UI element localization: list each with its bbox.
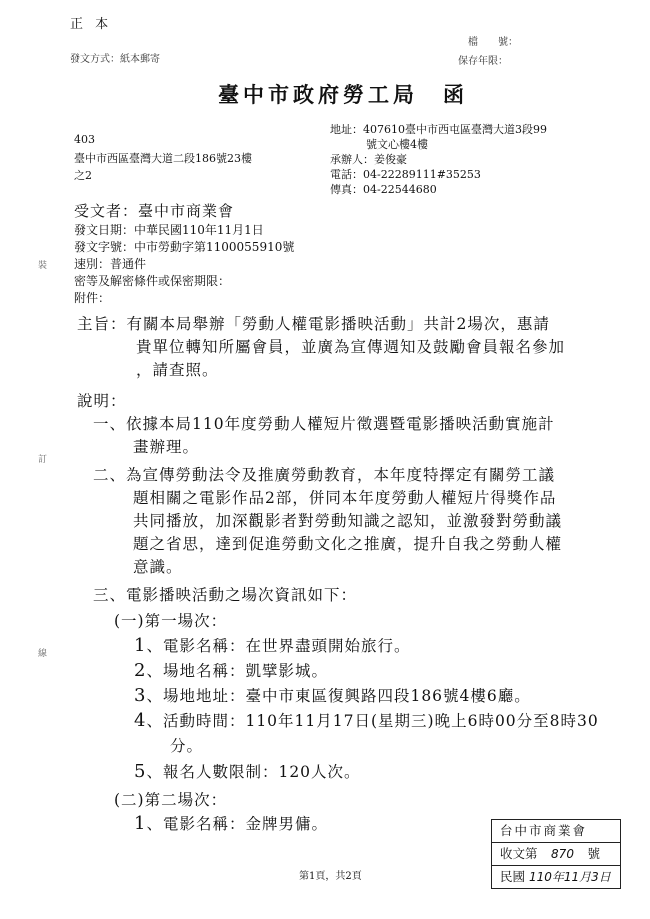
session2-item1 (134, 812, 328, 834)
secrecy-level: 密等及解密條件或保密期限： (74, 274, 231, 288)
session1-heading: (一)第一場次： (114, 612, 228, 630)
item2-line4: 題之省思，達到促進勞動文化之推廣，提升自我之勞動人權 (133, 535, 563, 553)
list-text: 、電影名稱：在世界盡頭開始旅行。 (146, 637, 411, 655)
recipient-address-line1: 臺中市西區臺灣大道二段186號23樓 (74, 152, 252, 165)
session2-heading: (二)第二場次： (114, 791, 228, 809)
list-number: 1 (134, 813, 147, 834)
item2-line3: 共同播放，加深觀影者對勞動知識之認知，並激發對勞動議 (133, 512, 563, 530)
document-number: 發文字號：中市勞動字第1100055910號 (74, 240, 295, 254)
subject-line3: ，請查照。 (136, 361, 219, 379)
session1-item2 (134, 659, 328, 681)
session1-item4 (134, 709, 599, 731)
sender-phone: 電話：04-22289111#35253 (330, 168, 481, 181)
issue-date: 發文日期：中華民國110年11月1日 (74, 223, 264, 237)
stamp-date-row (492, 866, 620, 888)
explanation-label: 說明： (77, 392, 127, 410)
list-number: 5 (134, 761, 147, 782)
stamp-org: 台中市商業會 (492, 820, 620, 843)
item3-line1: 三、電影播映活動之場次資訊如下： (93, 586, 358, 604)
list-number: 1 (134, 635, 147, 656)
list-text: 、場地地址：臺中市東區復興路四段186號4樓6廳。 (146, 687, 531, 705)
item2-line1: 二、為宣傳勞動法令及推廣勞動教育，本年度特擇定有關勞工議 (93, 466, 556, 484)
margin-mark-staple: 訂 (38, 455, 48, 465)
margin-mark-bind: 裝 (38, 261, 48, 271)
item2-line5: 意識。 (133, 558, 183, 576)
subject-line1: 主旨：有關本局舉辦「勞動人權電影播映活動」共計2場次，惠請 (77, 315, 550, 333)
list-number: 2 (134, 660, 147, 681)
stamp-date-prefix: 民國 (500, 869, 526, 884)
item2-line2: 題相關之電影作品2部，併同本年度勞動人權短片得獎作品 (133, 489, 557, 507)
stamp-receipt-row (492, 843, 620, 866)
attachment-label: 附件： (74, 291, 111, 305)
list-text: 、活動時間：110年11月17日(星期三)晚上6時00分至8時30 (146, 712, 599, 730)
list-text: 、場地名稱：凱擘影城。 (146, 662, 328, 680)
list-number: 3 (134, 685, 147, 706)
stamp-receipt-prefix: 收文第 (500, 846, 538, 861)
sender-contact: 承辦人：姜俊豪 (330, 153, 407, 166)
document-title: 臺中市政府勞工局 函 (218, 82, 468, 107)
session1-item4-cont: 分。 (170, 737, 204, 755)
sender-address-line1: 地址：407610臺中市西屯區臺灣大道3段99 (330, 123, 547, 136)
delivery-speed: 速別：普通件 (74, 257, 147, 271)
receipt-stamp (491, 819, 621, 889)
list-text: 、報名人數限制：120人次。 (146, 763, 361, 781)
addressee: 受文者：臺中市商業會 (74, 202, 235, 220)
session1-item3 (134, 684, 531, 706)
sender-fax: 傳真：04-22544680 (330, 183, 437, 196)
retention-label: 保存年限： (458, 56, 508, 67)
stamp-receipt-number: 870 (551, 847, 574, 861)
recipient-address-line2: 之2 (74, 169, 92, 182)
item1-line1: 一、依據本局110年度勞動人權短片徵選暨電影播映活動實施計 (93, 415, 555, 433)
sender-address-line2: 號文心樓4樓 (366, 138, 428, 151)
copy-type: 正 本 (70, 17, 113, 32)
dispatch-method: 發文方式：紙本郵寄 (70, 54, 160, 65)
stamp-receipt-suffix: 號 (587, 846, 600, 861)
item1-line2: 畫辦理。 (133, 438, 200, 456)
subject-line2: 貴單位轉知所屬會員，並廣為宣傳週知及鼓勵會員報名參加 (136, 338, 566, 356)
session1-item5 (134, 760, 361, 782)
margin-mark-line: 線 (38, 649, 48, 659)
recipient-postal-code: 403 (74, 133, 95, 146)
list-number: 4 (134, 710, 147, 731)
stamp-date-value: 110年11月3日 (529, 870, 611, 884)
page-footer: 第1頁，共2頁 (299, 871, 362, 882)
session1-item1 (134, 634, 410, 656)
file-number-label: 檔 號： (468, 37, 518, 48)
list-text: 、電影名稱：金牌男傭。 (146, 815, 328, 833)
